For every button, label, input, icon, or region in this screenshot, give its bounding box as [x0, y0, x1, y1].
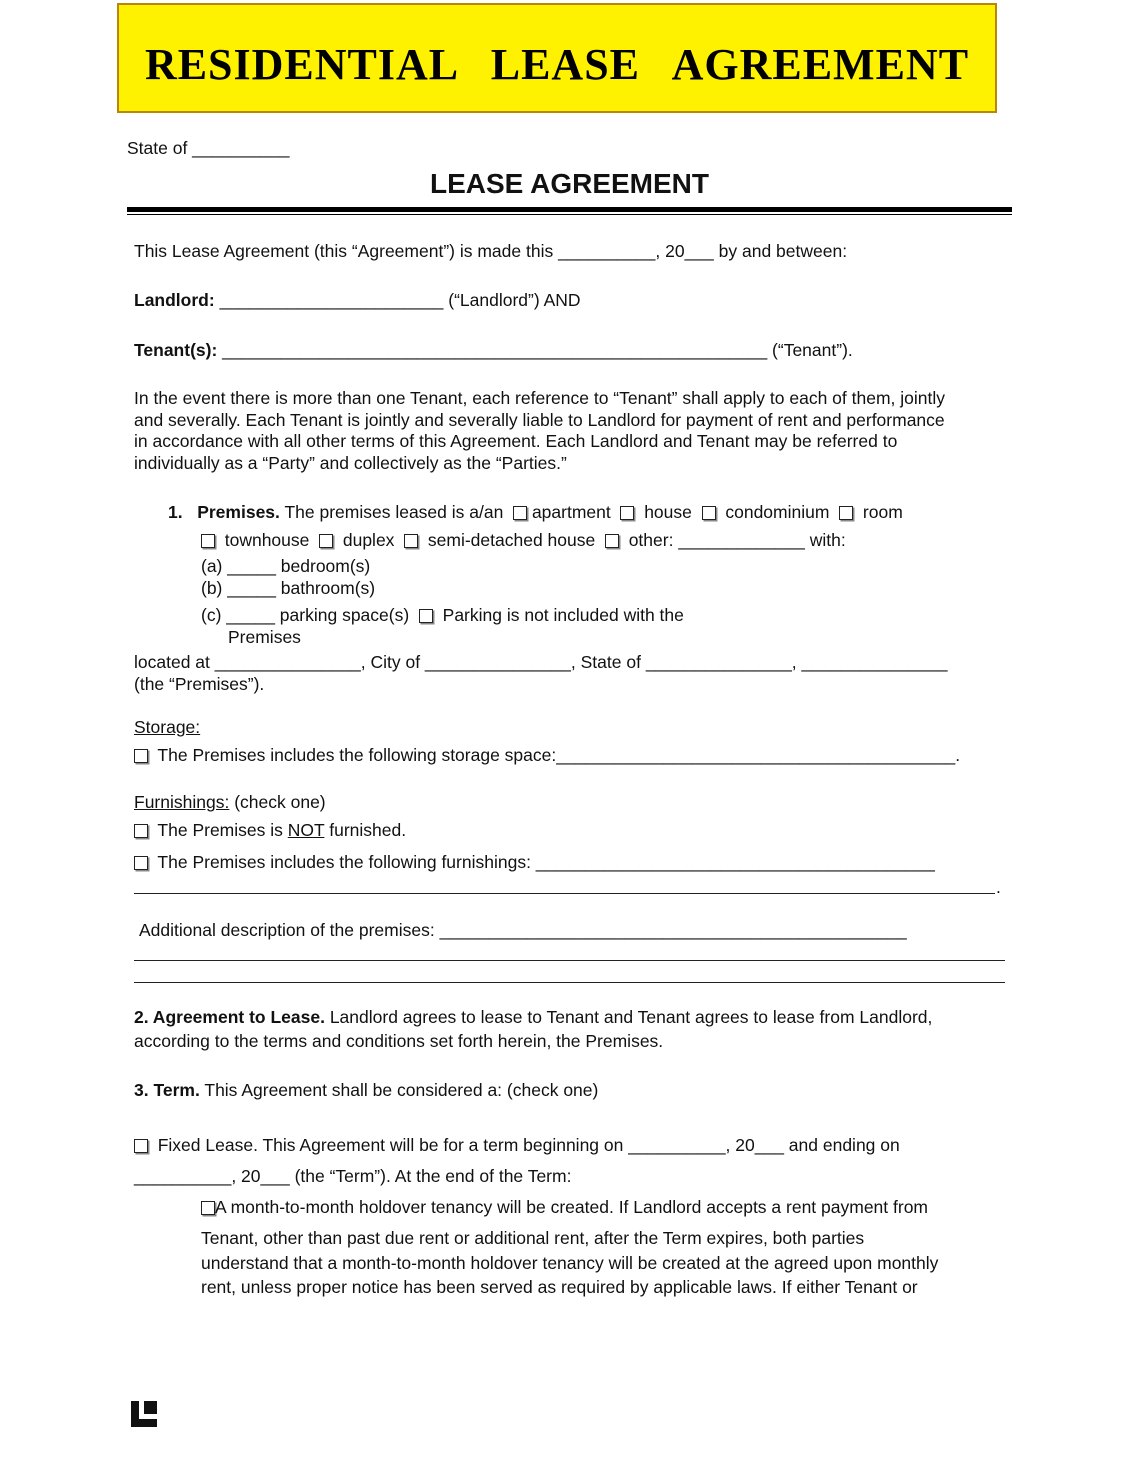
landlord-field[interactable]: _______________________ (“Landlord”) AND [219, 290, 581, 310]
premises-type-label: duplex [342, 530, 395, 550]
section-2-line-2: according to the terms and conditions set forth herein, the Premises. [134, 1031, 664, 1051]
tenant-label: Tenant(s): [134, 340, 218, 360]
section-2-heading: 2. Agreement to Lease. [134, 1007, 325, 1027]
apartment-checkbox[interactable] [513, 506, 527, 520]
storage-checkbox[interactable] [134, 749, 148, 763]
premises-type-label: house [644, 502, 692, 522]
title-rule-thin [127, 214, 1012, 215]
fixed-lease-checkbox[interactable] [134, 1139, 148, 1153]
tenant-field[interactable]: ________________________________________________________ (“Tenant”). [222, 340, 853, 360]
section-2-text: Landlord agrees to lease to Tenant and Tenant agrees to lease from Landlord, [329, 1007, 933, 1027]
fixed-lease-line-2: __________, 20___ (the “Term”). At the end of the Term: [134, 1166, 572, 1186]
logo-icon [131, 1401, 157, 1427]
premises-line-2 [201, 529, 846, 551]
landlord-label: Landlord: [134, 290, 215, 310]
storage-line [134, 744, 960, 766]
room-checkbox[interactable] [839, 506, 853, 520]
house-checkbox[interactable] [620, 506, 634, 520]
fixed-lease-line [134, 1134, 900, 1156]
no-parking-checkbox[interactable] [419, 609, 433, 623]
section-3-text: This Agreement shall be considered a: (check one) [204, 1080, 599, 1100]
not-furnished-post: furnished. [329, 820, 407, 840]
section-3-line [134, 1079, 598, 1101]
item-label: (b) [201, 578, 223, 598]
joint-paragraph [134, 388, 945, 474]
banner-title: RESIDENTIAL LEASE AGREEMENT [144, 40, 970, 89]
intro-line: This Lease Agreement (this “Agreement”) is made this __________, 20___ by and between: [134, 241, 848, 261]
located-line[interactable]: located at _______________, City of _______________, State of _______________, _______________ [134, 652, 948, 672]
additional-description[interactable]: Additional description of the premises: ________________________________________________ [139, 920, 907, 940]
semi-detached-checkbox[interactable] [404, 534, 418, 548]
furnishings-end: . [996, 877, 1001, 897]
storage-option: The Premises includes the following storage space:_________________________________________. [157, 745, 961, 765]
parking-field[interactable]: _____ parking space(s) [226, 605, 410, 625]
document-title: LEASE AGREEMENT [430, 168, 709, 199]
furnishings-heading [134, 791, 326, 813]
parking-line-cont: Premises [228, 627, 301, 647]
other-checkbox[interactable] [605, 534, 619, 548]
furnishings-blank-line[interactable] [134, 893, 995, 894]
premises-type-label: semi-detached house [427, 530, 596, 550]
no-parking-label: Parking is not included with the [442, 605, 684, 625]
state-line: State of __________ [127, 138, 290, 158]
furnishings-line [134, 851, 935, 873]
premises-type-label: room [862, 502, 903, 522]
landlord-line [134, 289, 581, 311]
premises-type-label: condominium [725, 502, 830, 522]
parking-line [201, 604, 684, 626]
section-3-heading: 3. Term. [134, 1080, 200, 1100]
storage-heading-text: Storage: [134, 717, 201, 737]
bedrooms-field[interactable]: _____ bedroom(s) [227, 556, 371, 576]
holdover-line: understand that a month-to-month holdover tenancy will be created at the agreed upon monthly [201, 1253, 939, 1273]
tenant-line [134, 339, 853, 361]
bedrooms-line [201, 555, 370, 577]
not-furnished-checkbox[interactable] [134, 824, 148, 838]
bathrooms-field[interactable]: _____ bathroom(s) [227, 578, 376, 598]
holdover-checkbox[interactable] [201, 1201, 215, 1215]
condominium-checkbox[interactable] [702, 506, 716, 520]
not-furnished-pre: The Premises is [157, 820, 283, 840]
premises-close: (the “Premises”). [134, 674, 265, 694]
premises-type-label: apartment [531, 502, 611, 522]
furnishings-checkbox[interactable] [134, 856, 148, 870]
section-2-line-1 [134, 1006, 932, 1028]
title-banner [117, 3, 997, 113]
additional-blank-line[interactable] [134, 960, 1005, 961]
joint-paragraph-line: In the event there is more than one Tenant, each reference to “Tenant” shall apply to each of them, jointly [134, 388, 945, 408]
title-rule-thick [127, 207, 1012, 212]
fixed-lease-text: Fixed Lease. This Agreement will be for a term beginning on __________, 20___ and ending on [157, 1135, 900, 1155]
holdover-line: rent, unless proper notice has been served as required by applicable laws. If either Tenant or [201, 1277, 918, 1297]
not-furnished-word: NOT [287, 820, 325, 840]
furnishings-heading-text: Furnishings: [134, 792, 230, 812]
premises-heading: Premises. [197, 502, 280, 522]
duplex-checkbox[interactable] [319, 534, 333, 548]
bathrooms-line [201, 577, 375, 599]
holdover-line: Tenant, other than past due rent or additional rent, after the Term expires, both parties [201, 1228, 865, 1248]
townhouse-checkbox[interactable] [201, 534, 215, 548]
premises-lead: The premises leased is a/an [284, 502, 504, 522]
joint-paragraph-line: individually as a “Party” and collectively as the “Parties.” [134, 452, 567, 473]
furnishings-hint: (check one) [234, 792, 326, 812]
premises-number: 1. [168, 502, 183, 522]
premises-type-label: townhouse [224, 530, 310, 550]
joint-paragraph-line: and severally. Each Tenant is jointly and severally liable to Landlord for payment of rent and performance [134, 409, 945, 430]
storage-heading [134, 716, 200, 738]
item-label: (c) [201, 605, 222, 625]
not-furnished-line [134, 819, 406, 841]
joint-paragraph-line: in accordance with all other terms of this Agreement. Each Landlord and Tenant may be referred to [134, 431, 898, 451]
premises-type-label: other: _____________ with: [628, 530, 846, 550]
holdover-line [201, 1196, 928, 1218]
holdover-text: A month-to-month holdover tenancy will be created. If Landlord accepts a rent payment from [215, 1197, 929, 1217]
item-label: (a) [201, 556, 223, 576]
additional-blank-line[interactable] [134, 982, 1005, 983]
furnishings-option: The Premises includes the following furnishings: _________________________________________ [157, 852, 935, 872]
premises-line-1 [168, 501, 903, 523]
